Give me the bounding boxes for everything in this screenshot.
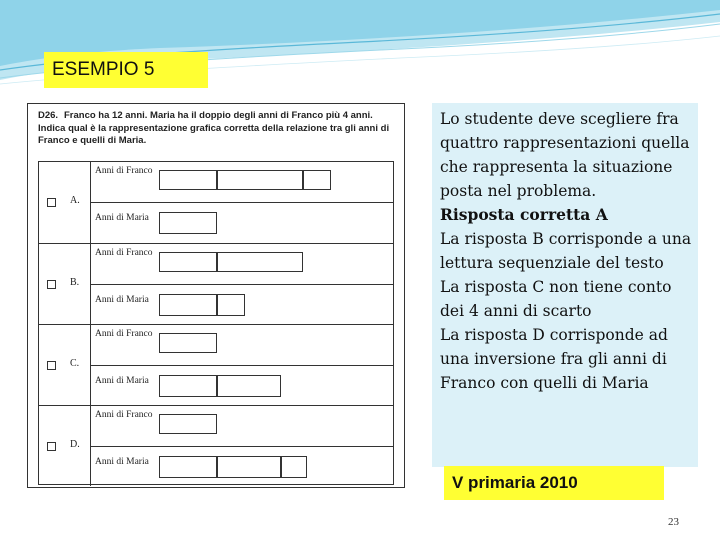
label-maria: Anni di Maria bbox=[95, 295, 149, 305]
bar-maria-segment bbox=[159, 212, 217, 234]
option-row-a bbox=[39, 162, 393, 243]
row-divider bbox=[91, 202, 393, 203]
note-option-d: La risposta D corrisponde ad una inversione fra gli anni di Franco con quelli di Maria bbox=[440, 326, 668, 392]
bar-franco bbox=[303, 170, 331, 190]
option-row-b bbox=[39, 243, 393, 324]
option-selector-cell bbox=[39, 406, 91, 486]
correct-answer: Risposta corretta A bbox=[440, 205, 608, 224]
bar-franco bbox=[159, 333, 217, 353]
question-text bbox=[38, 110, 396, 148]
label-franco: Anni di Franco bbox=[95, 329, 153, 339]
label-franco: Anni di Franco bbox=[95, 410, 153, 420]
slide-title: ESEMPIO 5 bbox=[44, 52, 208, 88]
option-selector-cell bbox=[39, 162, 91, 243]
label-maria: Anni di Maria bbox=[95, 213, 149, 223]
note-option-b: La risposta B corrisponde a una lettura sequenziale del testo bbox=[440, 230, 692, 272]
option-letter: A. bbox=[70, 195, 80, 206]
explanation-panel bbox=[432, 103, 698, 467]
options-table bbox=[38, 161, 394, 485]
explanation-intro: Lo studente deve scegliere fra quattro rappresentazioni quella che rappresenta la situazione posta nel problema. bbox=[440, 110, 690, 200]
row-divider bbox=[91, 365, 393, 366]
option-row-d bbox=[39, 405, 393, 486]
question-figure bbox=[27, 103, 405, 488]
note-option-c: La risposta C non tiene conto dei 4 anni di scarto bbox=[440, 278, 672, 320]
bar-maria-segment bbox=[159, 294, 217, 316]
checkbox-d[interactable] bbox=[47, 442, 56, 451]
option-letter: D. bbox=[70, 439, 80, 450]
option-selector-cell bbox=[39, 325, 91, 405]
bar-franco bbox=[217, 252, 303, 272]
footer-label: V primaria 2010 bbox=[444, 466, 664, 500]
bar-maria-segment bbox=[159, 375, 217, 397]
label-franco: Anni di Franco bbox=[95, 248, 153, 258]
row-divider bbox=[91, 284, 393, 285]
bar-maria-segment bbox=[217, 375, 281, 397]
checkbox-a[interactable] bbox=[47, 198, 56, 207]
bar-franco bbox=[159, 252, 217, 272]
option-row-c bbox=[39, 324, 393, 405]
question-number: D26. bbox=[38, 110, 59, 121]
page-number: 23 bbox=[668, 516, 679, 528]
label-maria: Anni di Maria bbox=[95, 457, 149, 467]
explanation-text bbox=[440, 107, 696, 395]
row-divider bbox=[91, 446, 393, 447]
option-letter: C. bbox=[70, 358, 80, 369]
label-franco: Anni di Franco bbox=[95, 166, 153, 176]
bar-maria-segment bbox=[159, 456, 217, 478]
bar-franco bbox=[159, 414, 217, 434]
question-body: Franco ha 12 anni. Maria ha il doppio degli anni di Franco più 4 anni. Indica qual è la rappresentazione grafica corretta della relazione tra gli anni di Franco e quelli di Maria. bbox=[38, 110, 390, 146]
bar-maria-segment bbox=[281, 456, 307, 478]
checkbox-c[interactable] bbox=[47, 361, 56, 370]
bar-maria-segment bbox=[217, 456, 281, 478]
option-selector-cell bbox=[39, 244, 91, 324]
bar-franco bbox=[159, 170, 217, 190]
bar-franco bbox=[217, 170, 303, 190]
label-maria: Anni di Maria bbox=[95, 376, 149, 386]
bar-maria-segment bbox=[217, 294, 245, 316]
option-letter: B. bbox=[70, 277, 80, 288]
checkbox-b[interactable] bbox=[47, 280, 56, 289]
